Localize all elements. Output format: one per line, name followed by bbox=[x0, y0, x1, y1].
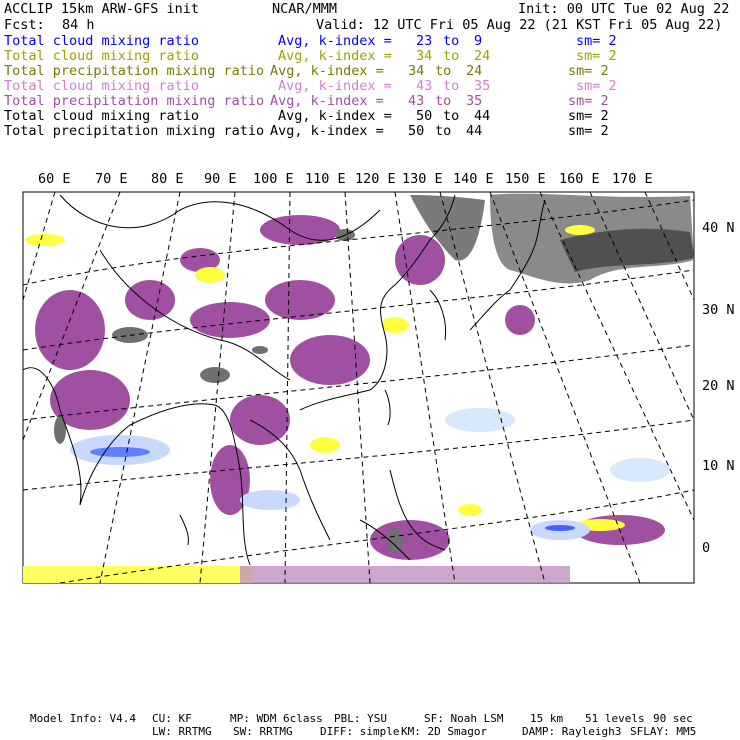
field-k-start: 50 bbox=[416, 108, 433, 124]
field-k-to: to bbox=[435, 93, 452, 109]
longitude-label: 140 E bbox=[453, 171, 494, 187]
footer-item: 51 levels bbox=[585, 712, 645, 725]
footer-item: PBL: YSU bbox=[334, 712, 387, 725]
longitude-label: 160 E bbox=[559, 171, 600, 187]
field-avg-label: Avg, k-index = bbox=[278, 78, 392, 94]
field-smoothing: sm= 2 bbox=[576, 33, 617, 49]
field-k-start: 43 bbox=[416, 78, 433, 94]
latitude-label: 10 N bbox=[702, 458, 735, 474]
field-k-end: 35 bbox=[466, 93, 483, 109]
field-name: Total cloud mixing ratio bbox=[4, 33, 200, 49]
longitude-label: 150 E bbox=[505, 171, 546, 187]
field-avg-label: Avg, k-index = bbox=[270, 123, 384, 139]
field-k-to: to bbox=[435, 123, 452, 139]
field-k-start: 34 bbox=[408, 63, 425, 79]
longitude-label: 170 E bbox=[612, 171, 653, 187]
field-k-start: 23 bbox=[416, 33, 433, 49]
field-k-end: 44 bbox=[466, 123, 483, 139]
field-avg-label: Avg, k-index = bbox=[270, 63, 384, 79]
latitude-label: 20 N bbox=[702, 378, 735, 394]
footer-item: KM: 2D Smagor bbox=[401, 725, 488, 738]
field-k-to: to bbox=[443, 108, 460, 124]
footer-item: Model Info: V4.4 bbox=[30, 712, 136, 725]
field-name: Total cloud mixing ratio bbox=[4, 108, 200, 124]
fcst-value: 84 h bbox=[62, 17, 95, 33]
latitude-label: 0 bbox=[702, 540, 711, 556]
field-k-end: 9 bbox=[474, 33, 483, 49]
model-title: ACCLIP 15km ARW-GFS init bbox=[4, 1, 200, 17]
longitude-label: 60 E bbox=[38, 171, 71, 187]
equatorial-purple-band bbox=[240, 566, 570, 583]
field-smoothing: sm= 2 bbox=[568, 108, 609, 124]
field-name: Total precipitation mixing ratio bbox=[4, 93, 265, 109]
footer-item: DIFF: simple bbox=[320, 725, 400, 738]
field-name: Total cloud mixing ratio bbox=[4, 48, 200, 64]
field-avg-label: Avg, k-index = bbox=[278, 108, 392, 124]
longitude-label: 70 E bbox=[95, 171, 128, 187]
longitude-label: 90 E bbox=[204, 171, 237, 187]
field-avg-label: Avg, k-index = bbox=[278, 48, 392, 64]
field-smoothing: sm= 2 bbox=[568, 123, 609, 139]
footer-item: MP: WDM 6class bbox=[230, 712, 323, 725]
latitude-label: 30 N bbox=[702, 302, 735, 318]
footer-item: SW: RRTMG bbox=[233, 725, 293, 738]
field-k-start: 43 bbox=[408, 93, 425, 109]
footer-item: 90 sec bbox=[653, 712, 693, 725]
equatorial-yellow-band bbox=[23, 566, 253, 583]
field-k-to: to bbox=[435, 63, 452, 79]
field-k-to: to bbox=[443, 48, 460, 64]
field-name: Total precipitation mixing ratio bbox=[4, 123, 265, 139]
field-k-end: 44 bbox=[474, 108, 491, 124]
longitude-label: 120 E bbox=[355, 171, 396, 187]
field-smoothing: sm= 2 bbox=[576, 48, 617, 64]
field-name: Total precipitation mixing ratio bbox=[4, 63, 265, 79]
valid-time: Valid: 12 UTC Fri 05 Aug 22 (21 KST Fri 05 Aug 22) bbox=[316, 17, 723, 33]
field-smoothing: sm= 2 bbox=[576, 78, 617, 94]
field-k-to: to bbox=[443, 33, 460, 49]
latitude-label: 40 N bbox=[702, 220, 735, 236]
field-k-start: 50 bbox=[408, 123, 425, 139]
field-k-end: 24 bbox=[474, 48, 491, 64]
footer-item: SF: Noah LSM bbox=[424, 712, 504, 725]
field-k-start: 34 bbox=[416, 48, 433, 64]
fcst-label: Fcst: bbox=[4, 17, 45, 33]
field-k-end: 24 bbox=[466, 63, 483, 79]
field-name: Total cloud mixing ratio bbox=[4, 78, 200, 94]
field-k-end: 35 bbox=[474, 78, 491, 94]
footer-item: LW: RRTMG bbox=[152, 725, 212, 738]
field-smoothing: sm= 2 bbox=[568, 63, 609, 79]
footer-item: 15 km bbox=[530, 712, 564, 725]
longitude-label: 110 E bbox=[305, 171, 346, 187]
field-avg-label: Avg, k-index = bbox=[270, 93, 384, 109]
field-smoothing: sm= 2 bbox=[568, 93, 609, 109]
footer-item: DAMP: Rayleigh3 bbox=[522, 725, 622, 738]
field-k-to: to bbox=[443, 78, 460, 94]
longitude-label: 80 E bbox=[151, 171, 184, 187]
footer-item: CU: KF bbox=[152, 712, 192, 725]
org-label: NCAR/MMM bbox=[272, 1, 338, 17]
init-time: Init: 00 UTC Tue 02 Aug 22 bbox=[518, 1, 730, 17]
longitude-label: 100 E bbox=[253, 171, 294, 187]
field-avg-label: Avg, k-index = bbox=[278, 33, 392, 49]
footer-item: SFLAY: MM5 bbox=[630, 725, 697, 738]
longitude-label: 130 E bbox=[402, 171, 443, 187]
